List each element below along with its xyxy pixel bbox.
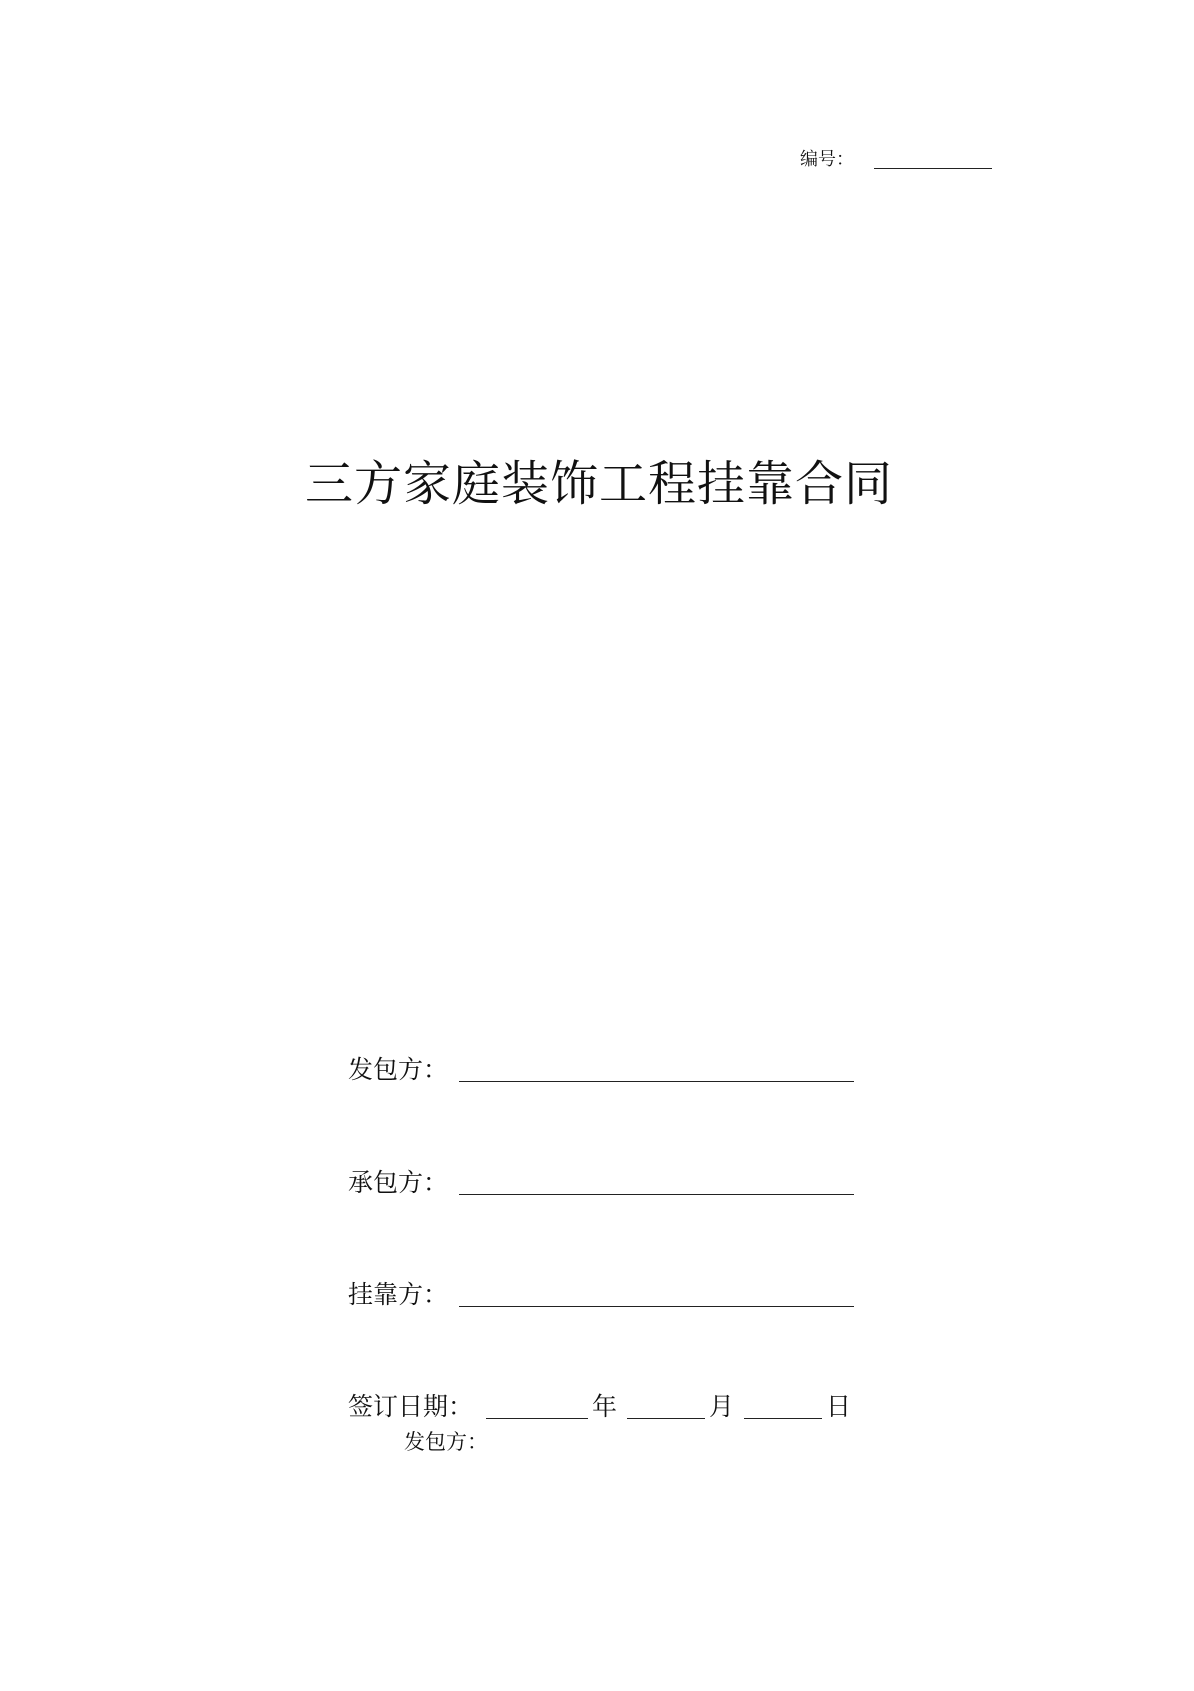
signing-year-blank[interactable] [486,1418,588,1419]
signing-day-blank[interactable] [744,1418,822,1419]
footer-employer-label: 发包方： [404,1430,488,1454]
party-blank-contractor[interactable] [459,1194,854,1195]
party-row-affiliate [348,1277,854,1313]
signing-date-label: 签订日期： [348,1392,474,1421]
party-row-contractor [348,1165,854,1201]
serial-number-blank[interactable] [874,168,992,169]
document-title: 三方家庭装饰工程挂靠合同 [305,456,894,512]
signing-day-unit: 日 [826,1392,852,1421]
signing-year-unit: 年 [592,1392,618,1421]
signing-month-blank[interactable] [627,1418,705,1419]
signing-month-unit: 月 [709,1392,735,1421]
serial-number [800,146,992,174]
signing-date-row [348,1389,851,1425]
party-row-employer [348,1052,854,1088]
party-label-employer: 发包方： [348,1055,449,1084]
party-blank-affiliate[interactable] [459,1306,854,1307]
party-blank-employer[interactable] [459,1081,854,1082]
party-label-contractor: 承包方： [348,1168,449,1197]
serial-number-label: 编号： [800,149,854,170]
party-label-affiliate: 挂靠方： [348,1280,449,1309]
